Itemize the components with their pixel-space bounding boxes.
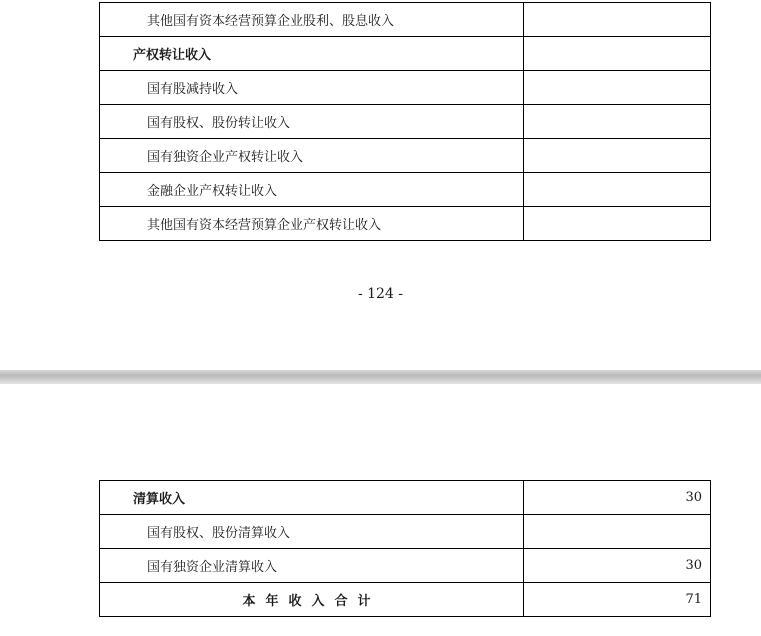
row-value bbox=[524, 139, 711, 173]
total-row bbox=[100, 583, 711, 617]
total-value: 71 bbox=[524, 583, 711, 617]
total-label: 本年收入合计 bbox=[100, 583, 524, 617]
row-label: 国有股减持收入 bbox=[100, 71, 524, 105]
table-row bbox=[100, 549, 711, 583]
table-row bbox=[100, 481, 711, 515]
table-row bbox=[100, 71, 711, 105]
table-row bbox=[100, 37, 711, 71]
row-label: 金融企业产权转让收入 bbox=[100, 173, 524, 207]
document-page-next bbox=[0, 384, 761, 636]
section-heading: 产权转让收入 bbox=[100, 37, 524, 71]
table-row bbox=[100, 3, 711, 37]
table-row bbox=[100, 173, 711, 207]
section-heading: 清算收入 bbox=[100, 481, 524, 515]
row-value bbox=[524, 3, 711, 37]
table-row bbox=[100, 515, 711, 549]
row-value bbox=[524, 71, 711, 105]
revenue-table-part1 bbox=[99, 2, 711, 241]
page-number: - 124 - bbox=[357, 286, 404, 302]
table-row bbox=[100, 207, 711, 241]
row-label: 国有独资企业产权转让收入 bbox=[100, 139, 524, 173]
page-separator bbox=[0, 370, 761, 384]
row-value bbox=[524, 173, 711, 207]
table-row bbox=[100, 139, 711, 173]
row-label: 其他国有资本经营预算企业股利、股息收入 bbox=[100, 3, 524, 37]
row-value bbox=[524, 37, 711, 71]
row-value: 30 bbox=[524, 481, 711, 515]
row-label: 国有股权、股份转让收入 bbox=[100, 105, 524, 139]
row-value: 30 bbox=[524, 549, 711, 583]
row-value bbox=[524, 105, 711, 139]
row-value bbox=[524, 515, 711, 549]
table-row bbox=[100, 105, 711, 139]
revenue-table-part2 bbox=[99, 480, 711, 617]
row-label: 国有独资企业清算收入 bbox=[100, 549, 524, 583]
row-label: 其他国有资本经营预算企业产权转让收入 bbox=[100, 207, 524, 241]
row-label: 国有股权、股份清算收入 bbox=[100, 515, 524, 549]
row-value bbox=[524, 207, 711, 241]
